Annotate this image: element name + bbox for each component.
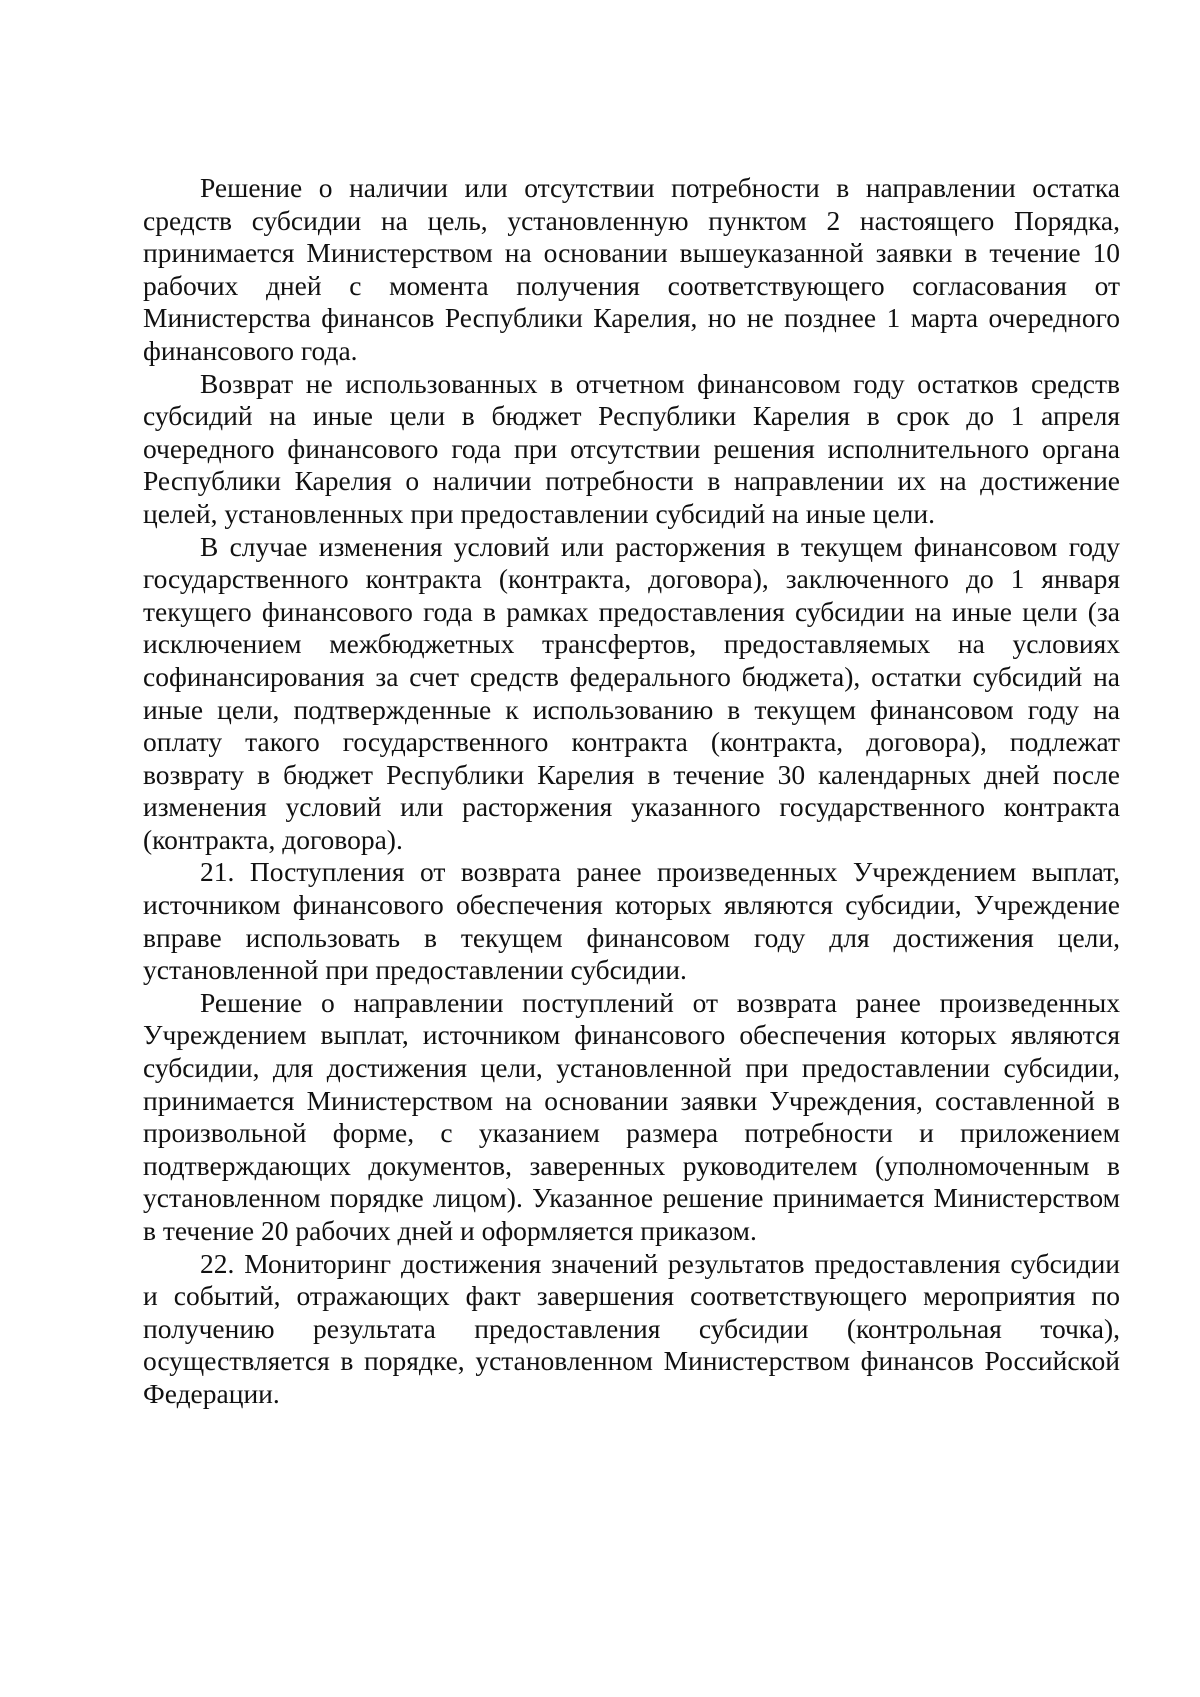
document-body <box>143 172 1120 1411</box>
paragraph-clause-21: 21. Поступления от возврата ранее произведенных Учреждением выплат, источником финансового обеспечения которых являются субсидии, Учреждение вправе использовать в текущем финансовом году для достижения цели, установленной при предоставлении субсидии. <box>143 856 1120 986</box>
paragraph: Решение о направлении поступлений от возврата ранее произведенных Учреждением выплат, источником финансового обеспечения которых являются субсидии, для достижения цели, установленной при предоставлении субсидии, принимается Министерством на основании заявки Учреждения, составленной в произвольной форме, с указанием размера потребности и приложением подтверждающих документов, заверенных руководителем (уполномоченным в установленном порядке лицом). Указанное решение принимается Министерством в течение 20 рабочих дней и оформляется приказом. <box>143 986 1120 1246</box>
paragraph-clause-22: 22. Мониторинг достижения значений результатов предоставления субсидии и событий, отражающих факт завершения соответствующего мероприятия по получению результата предоставления субсидии (контрольная точка), осуществляется в порядке, установленном Министерством финансов Российской Федерации. <box>143 1247 1120 1409</box>
paragraph: Возврат не использованных в отчетном финансовом году остатков средств субсидий на иные цели в бюджет Республики Карелия в срок до 1 апреля очередного финансового года при отсутствии решения исполнительного органа Республики Карелия о наличии потребности в направлении их на достижение целей, установленных при предоставлении субсидий на иные цели. <box>143 367 1120 529</box>
paragraph: В случае изменения условий или расторжения в текущем финансовом году государственного контракта (контракта, договора), заключенного до 1 января текущего финансового года в рамках предоставления субсидии на иные цели (за исключением межбюджетных трансфертов, предоставляемых на условиях софинансирования за счет средств федерального бюджета), остатки субсидий на иные цели, подтвержденные к использованию в текущем финансовом году на оплату такого государственного контракта (контракта, договора), подлежат возврату в бюджет Республики Карелия в течение 30 календарных дней после изменения условий или расторжения указанного государственного контракта (контракта, договора). <box>143 530 1120 855</box>
paragraph: Решение о наличии или отсутствии потребности в направлении остатка средств субсидии на цель, установленную пунктом 2 настоящего Порядка, принимается Министерством на основании вышеуказанной заявки в течение 10 рабочих дней с момента получения соответствующего согласования от Министерства финансов Республики Карелия, но не позднее 1 марта очередного финансового года. <box>143 172 1120 366</box>
